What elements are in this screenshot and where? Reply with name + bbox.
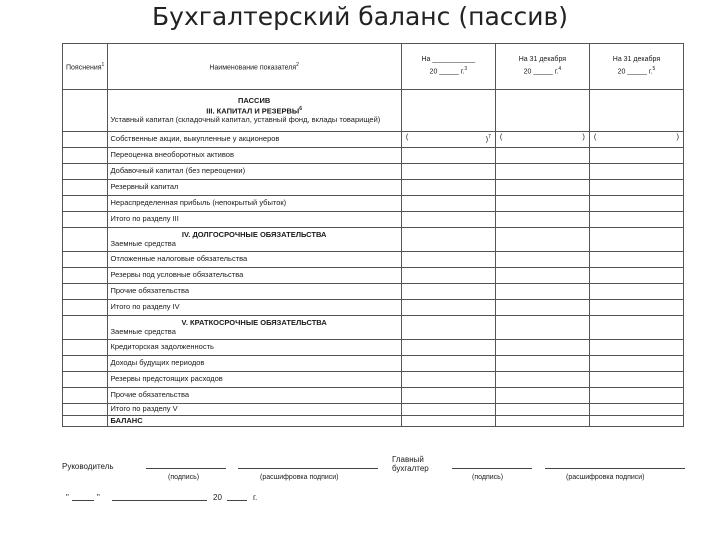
table-row: [63, 300, 684, 316]
table-row: [63, 252, 684, 268]
date-quote-close: ": [97, 493, 100, 502]
date-year-prefix: 20: [213, 493, 222, 502]
table-row: [63, 316, 684, 340]
treasury-col2: ( ): [495, 132, 589, 148]
row-st-borrowings: V. КРАТКОСРОЧНЫЕ ОБЯЗАТЕЛЬСТВА Заемные средства: [107, 316, 401, 340]
header-col2: На 31 декабря 20 _____ г.$^4$: [495, 44, 589, 90]
table-row: [63, 356, 684, 372]
row-total-3: Итого по разделу III: [107, 212, 401, 228]
date-year-suffix: г.: [253, 493, 258, 502]
section-short-term: V. КРАТКОСРОЧНЫЕ ОБЯЗАТЕЛЬСТВА: [181, 318, 327, 327]
accountant-signature-line[interactable]: [452, 468, 532, 469]
section-long-term: IV. ДОЛГОСРОЧНЫЕ ОБЯЗАТЕЛЬСТВА: [181, 230, 327, 239]
table-row: [63, 148, 684, 164]
row-balance: БАЛАНС: [107, 416, 401, 427]
table-row: [63, 268, 684, 284]
row-reserve-capital: Резервный капитал: [107, 180, 401, 196]
page-title: Бухгалтерский баланс (пассив): [152, 2, 568, 31]
row-future-expense-reserves: Резервы предстоящих расходов: [107, 372, 401, 388]
table-row: [63, 372, 684, 388]
head-decoding-caption: (расшифровка подписи): [260, 474, 339, 481]
section-passive: ПАССИВ: [238, 95, 271, 105]
row-deferred-tax: Отложенные налоговые обязательства: [107, 252, 401, 268]
row-charter-capital: ПАССИВ III. КАПИТАЛ И РЕЗЕРВЫ$^6$ Уставный капитал (складочный капитал, уставный фонд, вклады товарищей): [107, 90, 401, 132]
head-decoding-line[interactable]: [238, 468, 378, 469]
table-header-row: [63, 44, 684, 90]
row-retained-earnings: Нераспределенная прибыль (непокрытый убыток): [107, 196, 401, 212]
accountant-decoding-line[interactable]: [545, 468, 685, 469]
row-additional-capital: Добавочный капитал (без переоценки): [107, 164, 401, 180]
date-year-line[interactable]: [227, 500, 247, 501]
row-contingent-reserves: Резервы под условные обязательства: [107, 268, 401, 284]
table-row: [63, 132, 684, 148]
row-total-4: Итого по разделу IV: [107, 300, 401, 316]
table-row: [63, 404, 684, 416]
section-capital: III. КАПИТАЛ И РЕЗЕРВЫ$^6$: [206, 106, 303, 116]
row-revaluation: Переоценка внеоборотных активов: [107, 148, 401, 164]
head-signature-caption: (подпись): [168, 474, 200, 481]
header-col1: На ___________ 20 _____ г.$^3$: [401, 44, 495, 90]
row-treasury-shares: Собственные акции, выкупленные у акционеров: [107, 132, 401, 148]
table-row: [63, 340, 684, 356]
row-deferred-income: Доходы будущих периодов: [107, 356, 401, 372]
header-col3: На 31 декабря 20 _____ г.$^5$: [589, 44, 683, 90]
chief-accountant-label: Главный бухгалтер: [392, 455, 429, 473]
head-label: Руководитель: [62, 462, 114, 471]
date-day-line[interactable]: [72, 500, 94, 501]
date-month-line[interactable]: [112, 500, 207, 501]
table-row: [63, 164, 684, 180]
date-quote-open: ": [66, 493, 69, 502]
header-explanations: Пояснения$^1$: [63, 44, 108, 90]
row-lt-other: Прочие обязательства: [107, 284, 401, 300]
header-indicator: Наименование показателя$^2$: [107, 44, 401, 90]
row-payables: Кредиторская задолженность: [107, 340, 401, 356]
table-row: [63, 416, 684, 427]
table-row: [63, 212, 684, 228]
treasury-col3: ( ): [589, 132, 683, 148]
table-row: [63, 388, 684, 404]
table-row: [63, 284, 684, 300]
table-row: [63, 196, 684, 212]
head-signature-line[interactable]: [146, 468, 226, 469]
row-lt-borrowings: IV. ДОЛГОСРОЧНЫЕ ОБЯЗАТЕЛЬСТВА Заемные средства: [107, 228, 401, 252]
treasury-col1: ( )$^7$: [401, 132, 495, 148]
accountant-decoding-caption: (расшифровка подписи): [566, 474, 645, 481]
table-row: [63, 90, 684, 132]
table-row: [63, 228, 684, 252]
row-st-other: Прочие обязательства: [107, 388, 401, 404]
row-total-5: Итого по разделу V: [107, 404, 401, 416]
accountant-signature-caption: (подпись): [472, 474, 504, 481]
balance-sheet-table: [62, 43, 684, 427]
table-row: [63, 180, 684, 196]
